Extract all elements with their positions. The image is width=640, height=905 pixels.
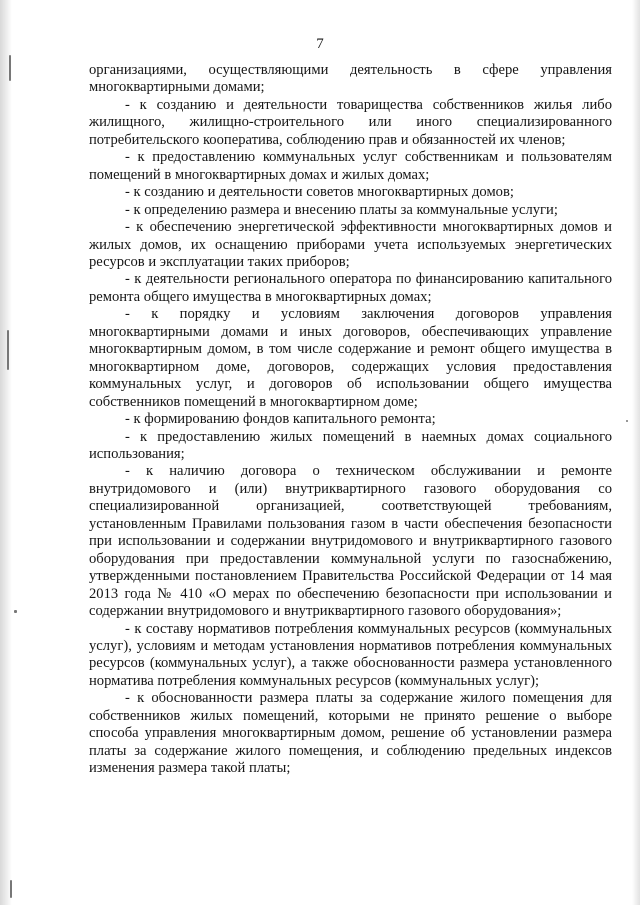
- scan-speck: [7, 330, 9, 370]
- paragraph: - к созданию и деятельности советов многоквартирных домов;: [125, 184, 514, 201]
- paragraph: - к обеспечению энергетической эффективности многоквартирных домов и жилых домов, их оснащению приборами учета используемых энергетических ресурсов и эксплуатации таких приборов;: [89, 219, 612, 270]
- scan-left-edge: [0, 0, 12, 905]
- scan-speck: [10, 880, 12, 898]
- scan-speck: [14, 610, 17, 613]
- paragraph: - к деятельности регионального оператора по финансированию капитального ремонта общего имущества в многоквартирных домах;: [89, 271, 612, 305]
- paragraph: - к созданию и деятельности товарищества собственников жилья либо жилищного, жилищно-строительного или иного специализированного потребительского кооператива, соблюдению прав и обязанностей их членов;: [89, 96, 612, 148]
- scan-right-edge: [632, 0, 640, 905]
- document-body: [89, 62, 612, 778]
- paragraph: - к порядку и условиям заключения договоров управления многоквартирными домами и иных договоров, обеспечивающих управление многоквартирным домом, в том числе содержание и ремонт общего имущества в многоквартирном доме, договоров, содержащих условия предоставления коммунальных услуг, и договоров об использовании общего имущества собственников помещений в многоквартирном доме;: [89, 306, 612, 410]
- paragraph: - к обоснованности размера платы за содержание жилого помещения для собственников жилых помещений, которыми не принято решение о выборе способа управления многоквартирным домом, решение об установлении размера платы за содержание жилого помещения, и соблюдению предельных индексов изменения размера такой платы;: [89, 690, 612, 777]
- paragraph: - к определению размера и внесению платы за коммунальные услуги;: [125, 201, 558, 218]
- paragraph: - к формированию фондов капитального ремонта;: [125, 411, 436, 428]
- paragraph: - к составу нормативов потребления коммунальных ресурсов (коммунальных услуг), условиям и методам установления нормативов потребления коммунальных ресурсов (коммунальных услуг), а также обоснованности размера установленного норматива потребления коммунальных ресурсов (коммунальных услуг);: [89, 620, 612, 689]
- paragraph: - к предоставлению коммунальных услуг собственникам и пользователям помещений в многоквартирных домах и жилых домах;: [89, 149, 612, 183]
- scan-speck: [626, 420, 628, 422]
- page-number: 7: [316, 36, 324, 52]
- paragraph: - к наличию договора о техническом обслуживании и ремонте внутридомового и (или) внутриквартирного газового оборудования со специализированной организацией, соответствующей требованиям, установленным Правилами пользования газом в части обеспечения безопасности при использовании и содержании внутридомового и внутриквартирного газового оборудования при предоставлении коммунальной услуги по газоснабжению, утвержденными постановлением Правительства Российской Федерации от 14 мая 2013 года № 410 «О мерах по обеспечению безопасности при использовании и содержании внутридомового и внутриквартирного газового оборудования»;: [89, 463, 612, 620]
- scan-speck: [9, 55, 11, 81]
- paragraph: - к предоставлению жилых помещений в наемных домах социального использования;: [89, 428, 612, 462]
- paragraph: организациями, осуществляющими деятельность в сфере управления многоквартирными домами;: [89, 62, 612, 96]
